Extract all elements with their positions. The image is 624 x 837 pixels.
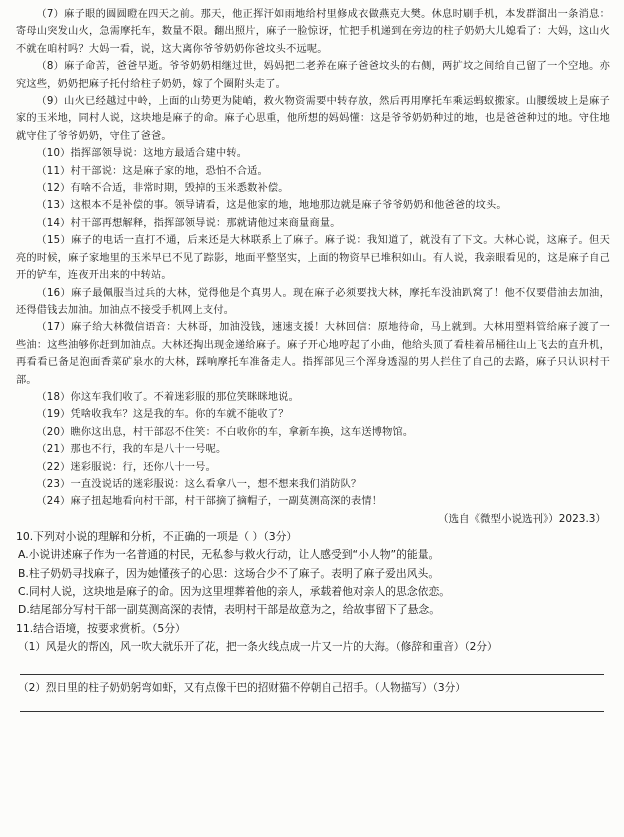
story-paragraph: （10）指挥部领导说：这地方最适合建中转。	[36, 148, 248, 160]
story-paragraph: （9）山火已经越过中岭，上面的山势更为陡峭，救火物资需要中转存放，然后再用摩托车乘运蚂蚁搬家。山腰缓坡上是麻子家的玉米地，同村人说，这块地是麻子的命。麻子心思重，他所想的妈妈懂：这是爷爷奶奶种过的地，也是爸爸种过的地。守住地就守住了爷爷奶奶，守住了爸爸。	[16, 96, 610, 142]
story-paragraph: （20）瞧你这出息，村干部忍不住笑：不白收你的车，拿新车换，这车送博物馆。	[36, 426, 414, 438]
question-10	[16, 528, 610, 620]
story-paragraph: （7）麻子眼的圆圆瞪在四天之前。那天，他正挥汗如雨地给村里修成衣做燕克大樊。休息时刷手机，本发群溜出一条消息：寄母山突发山火，急需摩托车，数量不限。翻出照片，麻子一脸惊讶，忙把手机递到在旁边的柱子奶奶大儿媳看了：大妈，这山火不就在咱村吗？大妈一看，说，这大离你爷爷奶奶你爸坟头不远呢。	[16, 9, 610, 55]
story-paragraph: （18）你这车我们收了。不着迷彩服的那位笑眯眯地说。	[36, 391, 300, 403]
story-paragraph: （12）有啥不合适，非常时期，毁掉的玉米悉数补偿。	[36, 183, 289, 195]
story-body	[16, 6, 610, 511]
question-11-item-1: （1）风是火的帮凶，风一吹大就乐开了花，把一条火线点成一片又一片的大海。（修辞和重音）（2分）	[18, 640, 498, 653]
story-paragraph: （19）凭啥收我车？这是我的车。你的车就不能收了？	[36, 409, 289, 421]
answer-line[interactable]	[20, 658, 604, 675]
answer-line[interactable]	[20, 699, 604, 712]
story-paragraph: （17）麻子给大林微信语音：大林哥，加油没钱，速速支援！大林回信：原地待命，马上就到。大林用塑料管给麻子渡了一些油：这些油够你赶到加油点。大林还掏出现金递给麻子。麻子开心地哼起了小曲，他给头顶了看桂着吊桶往山上飞去的直升机，再看看已备足泡面香菜矿泉水的大林，踩响摩托车准备走人。指挥部见三个浑身透湿的男人拦住了自己的去路，麻子只认识村干部。	[16, 322, 610, 386]
story-paragraph: （8）麻子命苦，爸爸早逝。爷爷奶奶相继过世，妈妈把二老养在麻子爸爸坟头的右侧，两扩坟之间给自己留了一个空地。亦究这些，奶奶把麻子托付给柱子奶奶，嫁了个圈附头走了。	[16, 61, 610, 90]
question-11-item-2: （2）烈日里的柱子奶奶躬弯如虾，又有点像干巴的招财猫不停朝自己招手。（人物描写）（3分）	[18, 681, 466, 694]
question-10-option-d: D.结尾部分写村干部一副莫测高深的表情，表明村干部是故意为之，给故事留下了悬念。	[18, 603, 441, 617]
story-paragraph: （11）村干部说：这是麻子家的地，恐怕不合适。	[36, 165, 268, 177]
story-paragraph: （14）村干部再想解释，指挥部领导说：那就请他过来商量商量。	[36, 217, 341, 229]
question-10-option-c: C.同村人说，这块地是麻子的命。因为这里埋葬着他的亲人，承载着他对亲人的思念依恋。	[18, 585, 451, 598]
story-paragraph: （22）迷彩服说：行，还你八十一号。	[36, 461, 216, 473]
story-paragraph: （15）麻子的电话一直打不通，后来还是大林联系上了麻子。麻子说：我知道了，就没有了下文。大林心说，这麻子。但天亮的时候，麻子家地里的玉米早已不见了踪影，地面平整坚实，上面的物资早已堆积如山。有人说，我亲眼看见的，这是麻子自己开的铲车，连夜开出来的中转站。	[16, 235, 610, 282]
question-10-option-a: A.小说讲述麻子作为一名普通的村民，无私参与救火行动，让人感受到“小人物”的能量。	[18, 548, 440, 562]
question-10-option-b: B.柱子奶奶寻找麻子，因为她懂孩子的心思：这场合少不了麻子。表明了麻子爱出风头。	[18, 566, 440, 580]
story-paragraph: （21）那也不行，我的车是八十一号呢。	[36, 444, 227, 456]
question-11-stem: 11.结合语境，按要求赏析。（5分）	[16, 621, 186, 635]
story-paragraph: （24）麻子扭起地看向村干部，村干部摘了摘帽子，一副莫测高深的表情！	[36, 496, 383, 508]
question-10-stem: 10.下列对小说的理解和分析，不正确的一项是（ ）（3分）	[16, 530, 298, 544]
story-paragraph: （23）一直没说话的迷彩服说：这么看拿八一，想不想来我们消防队？	[36, 478, 362, 490]
question-11	[16, 620, 610, 712]
source-citation: （选自《微型小说选刊》）2023.3）	[438, 512, 606, 525]
story-paragraph: （16）麻子最佩服当过兵的大林，觉得他是个真男人。现在麻子必须要找大林，摩托车没油趴窝了！他不仅要借油去加油，还得借钱去加油。加油点不接受手机网上支付。	[16, 287, 610, 316]
story-paragraph: （13）这根本不是补偿的事。领导请看，这是他家的地，地地那边就是麻子爷爷奶奶和他爸爸的坟头。	[36, 200, 507, 212]
